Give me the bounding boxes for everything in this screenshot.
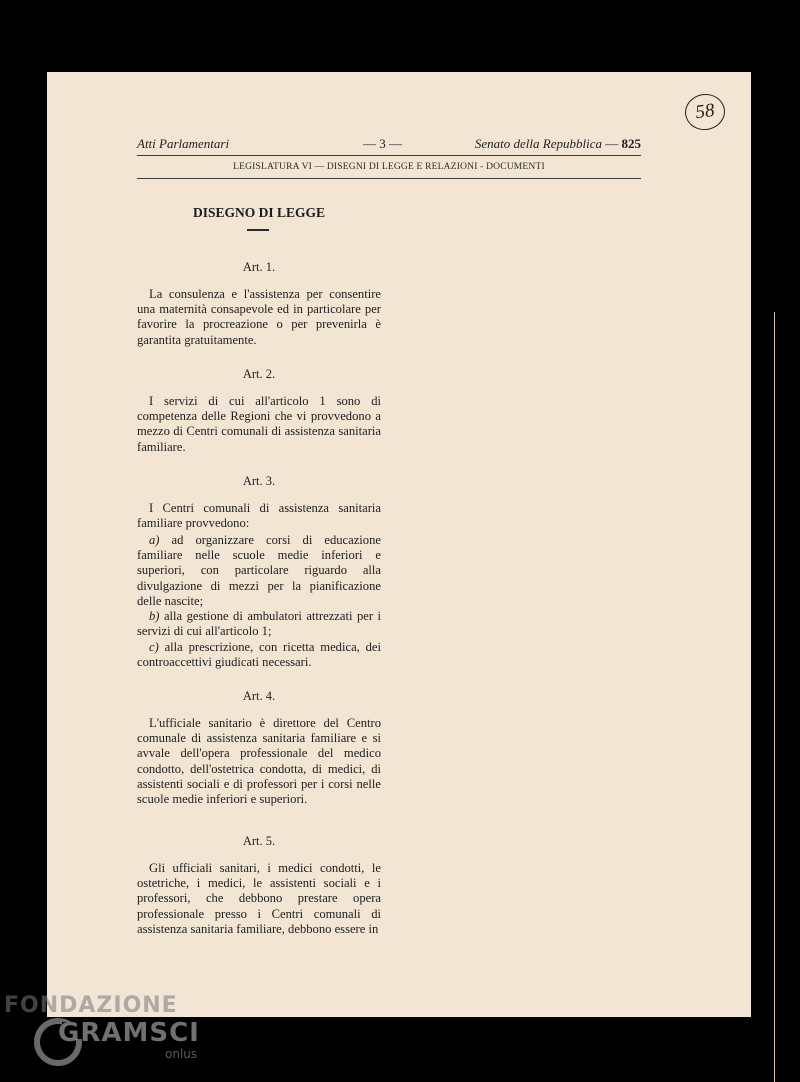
article-5-text: Gli ufficiali sanitari, i medici condotti, le ostetriche, i medici, le assistenti sociali e i professori, che debbono prestare opera professionale presso i Centri comunali di assistenza sanitaria familiare, debbono essere in: [137, 861, 381, 936]
legislatura-line: LEGISLATURA VI — DISEGNI DI LEGGE E RELAZIONI - DOCUMENTI: [233, 162, 545, 172]
article-2-heading: Art. 2.: [242, 367, 276, 381]
article-3-item-a: a) ad organizzare corsi di educazione familiare nelle scuole medie inferiori e superiori, con particolare riguardo alla divulgazione di mezzi per la pianificazione delle nascite;: [137, 533, 381, 608]
running-header: [137, 136, 641, 156]
article-3-item-c: c) alla prescrizione, con ricetta medica, dei controaccettivi giudicati necessari.: [137, 640, 381, 670]
header-senate: Senato della Repubblica — 825: [474, 136, 641, 151]
watermark-fondazione: FONDAZIONE: [4, 993, 178, 1018]
handwritten-folio-number: 58: [683, 91, 728, 132]
article-3-heading: Art. 3.: [242, 474, 276, 488]
bill-title: DISEGNO DI LEGGE: [192, 205, 326, 220]
gramsci-watermark-logo: [0, 990, 220, 1080]
article-3-text: I Centri comunali di assistenza sanitaria familiare provvedono:: [137, 501, 381, 531]
header-rule-top: [137, 155, 641, 156]
watermark-onlus: onlus: [165, 1047, 198, 1061]
watermark-gramsci: GRAMSCI: [58, 1018, 200, 1048]
document-page: [47, 72, 751, 1017]
header-page-number: — 3 —: [363, 136, 402, 151]
article-3-item-b: b) alla gestione di ambulatori attrezzati per i servizi di cui all'articolo 1;: [137, 609, 381, 639]
header-rule-bottom: [137, 178, 641, 179]
title-divider: [247, 229, 269, 231]
header-publication: Atti Parlamentari: [137, 136, 230, 151]
article-5-heading: Art. 5.: [242, 834, 276, 848]
article-1-heading: Art. 1.: [242, 260, 276, 274]
page-fold-edge: [774, 312, 775, 1082]
article-1-text: La consulenza e l'assistenza per consentire una maternità consapevole ed in particolare per favorire la procreazione o per prevenirla è garantita gratuitamente.: [137, 287, 381, 347]
article-2-text: I servizi di cui all'articolo 1 sono di competenza delle Regioni che vi provvedono a mezzo di Centri comunali di assistenza sanitaria familiare.: [137, 394, 381, 454]
article-4-text: L'ufficiale sanitario è direttore del Centro comunale di assistenza sanitaria familiare e si avvale dell'opera professionale del medico condotto, dell'ostetrica condotta, di medici, di assistenti sociali e di professori per i corsi nelle scuole medie inferiori e superiori.: [137, 716, 381, 807]
article-4-heading: Art. 4.: [242, 689, 276, 703]
